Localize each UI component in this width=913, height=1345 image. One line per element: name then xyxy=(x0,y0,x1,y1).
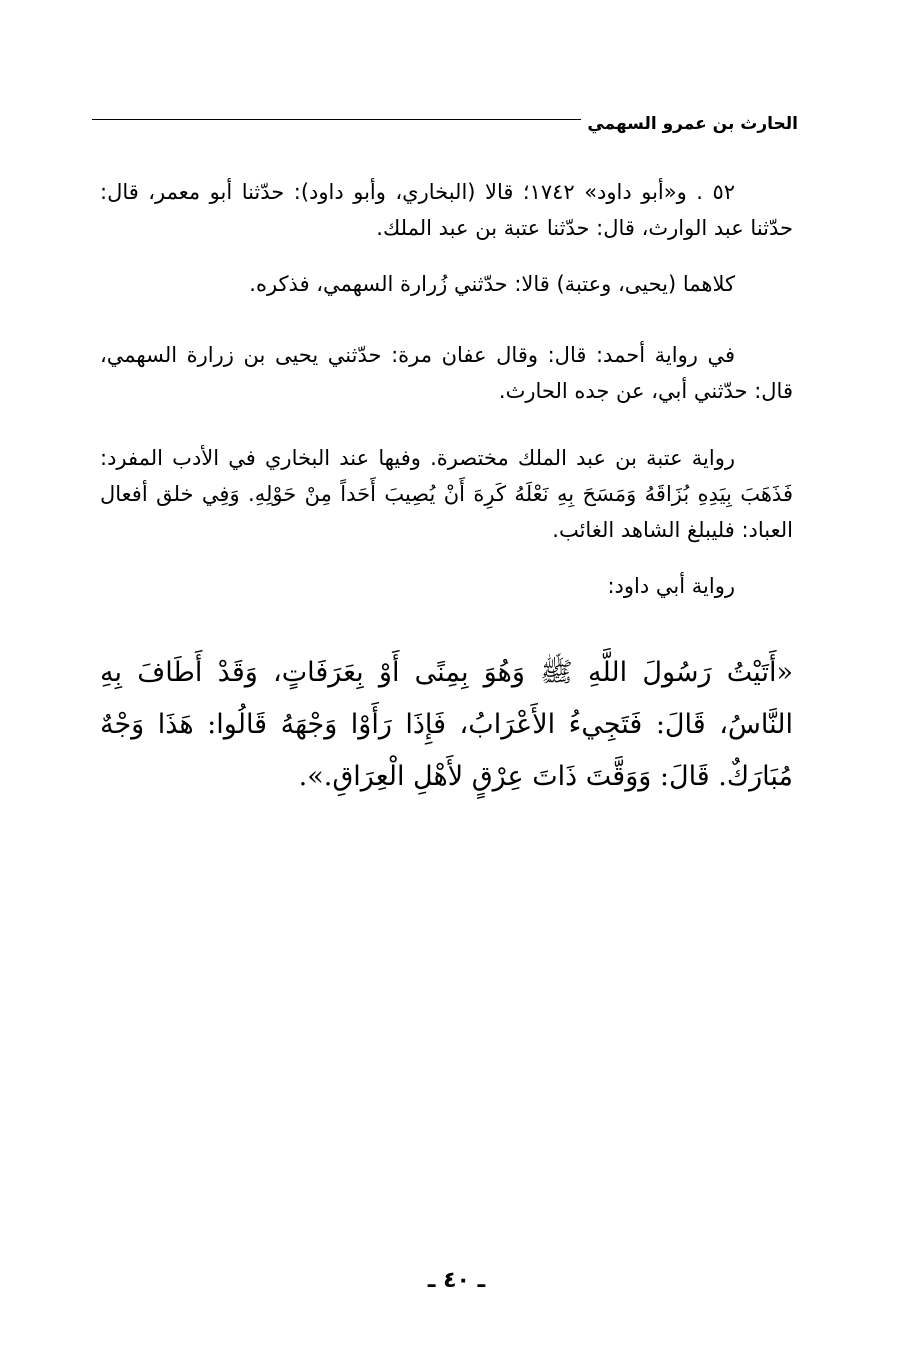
hadith-text: «أَتَيْتُ رَسُولَ اللَّهِ ﷺ وَهُوَ بِمِنًى أَوْ بِعَرَفَاتٍ، وَقَدْ أَطَافَ بِهِ النَّاسُ، قَالَ: فَتَجِيءُ الأَعْرَابُ، فَإِذَا رَأَوْا وَجْهَهُ قَالُوا: هَذَا وَجْهٌ مُبَارَكٌ. قَالَ: وَوَقَّتَ ذَاتَ عِرْقٍ لأَهْلِ الْعِرَاقِ.». xyxy=(100,657,793,792)
ahmad-narration: في رواية أحمد: قال: وقال عفان مرة: حدّثني يحيى بن زرارة السهمي، قال: حدّثني أبي، عن جده الحارث. xyxy=(100,343,793,403)
abu-dawud-label: رواية أبي داود: xyxy=(607,574,735,598)
header-rule xyxy=(92,119,581,120)
header-title: الحارث بن عمرو السهمي xyxy=(587,114,798,134)
running-header xyxy=(92,104,798,134)
utba-narration: رواية عتبة بن عبد الملك مختصرة. وفيها عند البخاري في الأدب المفرد: فَذَهَبَ بِيَدِهِ بُزَاقَهُ وَمَسَحَ بِهِ نَعْلَهُ كَرِهَ أَنْ يُصِيبَ أَحَداً مِنْ حَوْلِهِ. وَفِي خلق أفعال العباد: فليبلغ الشاهد الغائب. xyxy=(100,446,793,542)
hadith-52-chain: ٥٢ . و«أبو داود» ١٧٤٢؛ قالا (البخاري، وأبو داود): حدّثنا أبو معمر، قال: حدّثنا عبد الوارث، قال: حدّثنا عتبة بن عبد الملك. xyxy=(100,180,793,240)
both-narrators: كلاهما (يحيى، وعتبة) قالا: حدّثني زُرارة السهمي، فذكره. xyxy=(249,272,735,296)
page-number: ـ ٤٠ ـ xyxy=(427,1268,486,1293)
